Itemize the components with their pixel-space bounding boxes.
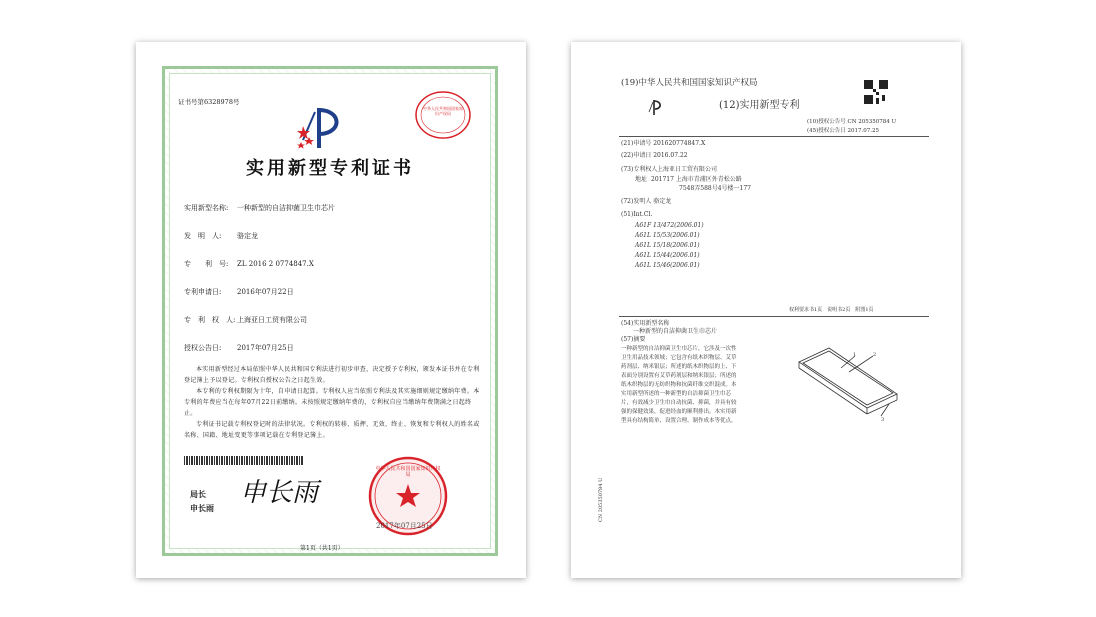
patent-number-label: 专 利 号:: [184, 260, 229, 268]
application-date: (22)申请日 2016.07.22: [621, 152, 688, 159]
certificate-number: 证书号第6328978号: [178, 98, 240, 106]
cnipa-small-logo-icon: [647, 98, 663, 116]
certificate-paragraph-3: 专利证书记载专利权登记时的法律状况。专利权的转移、质押、无效、终止、恢复和专利权人的姓名或名称、国籍、地址变更等事项记载在专利登记簿上。: [184, 421, 480, 439]
utility-name-label: 实用新型名称:: [184, 204, 229, 212]
document-type: (12)实用新型专利: [719, 100, 800, 111]
inventor: (72)发明人 骆定龙: [621, 198, 672, 205]
figure-label: 2: [873, 352, 877, 358]
inventor-label: 发 明 人:: [184, 232, 222, 240]
patentee-label: 专 利 权 人:: [184, 316, 236, 324]
patent-number-value: ZL 2016 2 0774847.X: [237, 260, 314, 268]
national-seal-text: 中华人民共和国国家知识产权局: [375, 466, 441, 478]
ipc-code: A61L 15/46(2006.01): [635, 262, 700, 269]
figure-label: 3: [881, 417, 885, 423]
grant-date-value: 2017年07月25日: [237, 344, 294, 352]
patent-figure-drawing: [789, 342, 909, 422]
certificate-page-footer: 第1页（共1页）: [300, 545, 344, 552]
ipc-code: A61L 15/18(2006.01): [635, 242, 700, 249]
certificate-inner: [169, 73, 491, 552]
side-code: CN 205350784 U: [598, 477, 604, 522]
office-name: (19)中华人民共和国国家知识产权局: [621, 78, 758, 88]
abstract-text: 一种新型的自洁抑菌卫生巾芯片，它涉及一次性卫生用品技术领域；它包含有纸木织物层、艾草药剂层、纳米银层；所述的纸木织物层的上、下表面分别设置有艾草药剂层和纳米银层；所述的纸木织物层的无纺织物和抗菌纤维交织混成。本实用新型所述的一种新型的自洁抑菌卫生巾芯片，有效减少卫生巾自动抗菌、抑菌，并具有较强的保健效果，促进经血的顺利排出。本实用新型具有结构简单、设置合理、制作成本等优点。: [621, 346, 737, 424]
ipc-code: A61F 13/472(2006.01): [635, 222, 704, 229]
page-counts: 权利要求书1页 说明书2页 附图1页: [789, 307, 874, 313]
director-label: 局长: [190, 489, 206, 499]
figure-label: 1: [853, 352, 857, 358]
director-name: 申长雨: [190, 503, 214, 513]
qr-code-icon: [864, 80, 888, 104]
ipc-code: A61L 15/44(2006.01): [635, 252, 700, 259]
seal-date: 2017年07月25日: [376, 522, 433, 530]
cnipa-logo-icon: [297, 104, 349, 152]
certificate-title: 实用新型专利证书: [246, 158, 414, 179]
patent-certificate: [136, 42, 526, 578]
certificate-paragraph-2: 本专利的专利权期限为十年，自申请日起算。专利权人应当依照专利法及其实施细则规定缴纳年费。本专利的年费应当在每年07月22日前缴纳。未按照规定缴纳年费的，专利权自应当缴纳年费期满之日起终止。: [184, 388, 480, 417]
certificate-paragraph-1: 本实用新型经过本局依照中华人民共和国专利法进行初步审查，决定授予专利权，颁发本证书并在专利登记簿上予以登记。专利权自授权公告之日起生效。: [184, 366, 480, 384]
address-line-1: 201717 上海市青浦区外青松公路: [651, 176, 742, 183]
ipc-code: A61L 15/53(2006.01): [635, 232, 700, 239]
intcl-label: (51)Int.Cl.: [621, 211, 653, 218]
address-line-2: 7548弄588号4号楼一177: [679, 185, 751, 192]
utility-name-value: 一种新型的自洁抑菌卫生巾芯片: [237, 204, 335, 212]
abstract-label: (57)摘要: [621, 336, 646, 343]
application-number: (21)申请号 201620774847.X: [621, 140, 706, 147]
patent-publication: [571, 42, 961, 578]
filing-date-value: 2016年07月22日: [237, 288, 294, 296]
grant-date-label: 授权公告日:: [184, 344, 222, 352]
patentee-value: 上海亚日工贸有限公司: [237, 316, 307, 324]
patentee-value: 上海亚日工贸有限公司: [657, 166, 718, 173]
publication-number: (10)授权公告号 CN 205350784 U: [807, 119, 897, 125]
oval-stamp-text: 中华人民共和国国家知识产权局: [423, 106, 463, 116]
title-label: (54)实用新型名称: [621, 320, 670, 327]
publication-date: (45)授权公告日 2017.07.25: [807, 128, 880, 134]
address-label: 地址: [635, 176, 648, 183]
filing-date-label: 专利申请日:: [184, 288, 222, 296]
header-divider: [619, 136, 929, 137]
certificate-barcode: [184, 456, 304, 465]
certificate-border: [162, 66, 498, 556]
director-signature: 申长雨: [240, 478, 319, 508]
utility-title: 一种新型的自洁抑菌卫生巾芯片: [633, 328, 718, 335]
section-divider: [619, 316, 929, 317]
patentee-label: (73)专利权人: [621, 166, 658, 173]
inventor-value: 骆定龙: [237, 232, 258, 240]
